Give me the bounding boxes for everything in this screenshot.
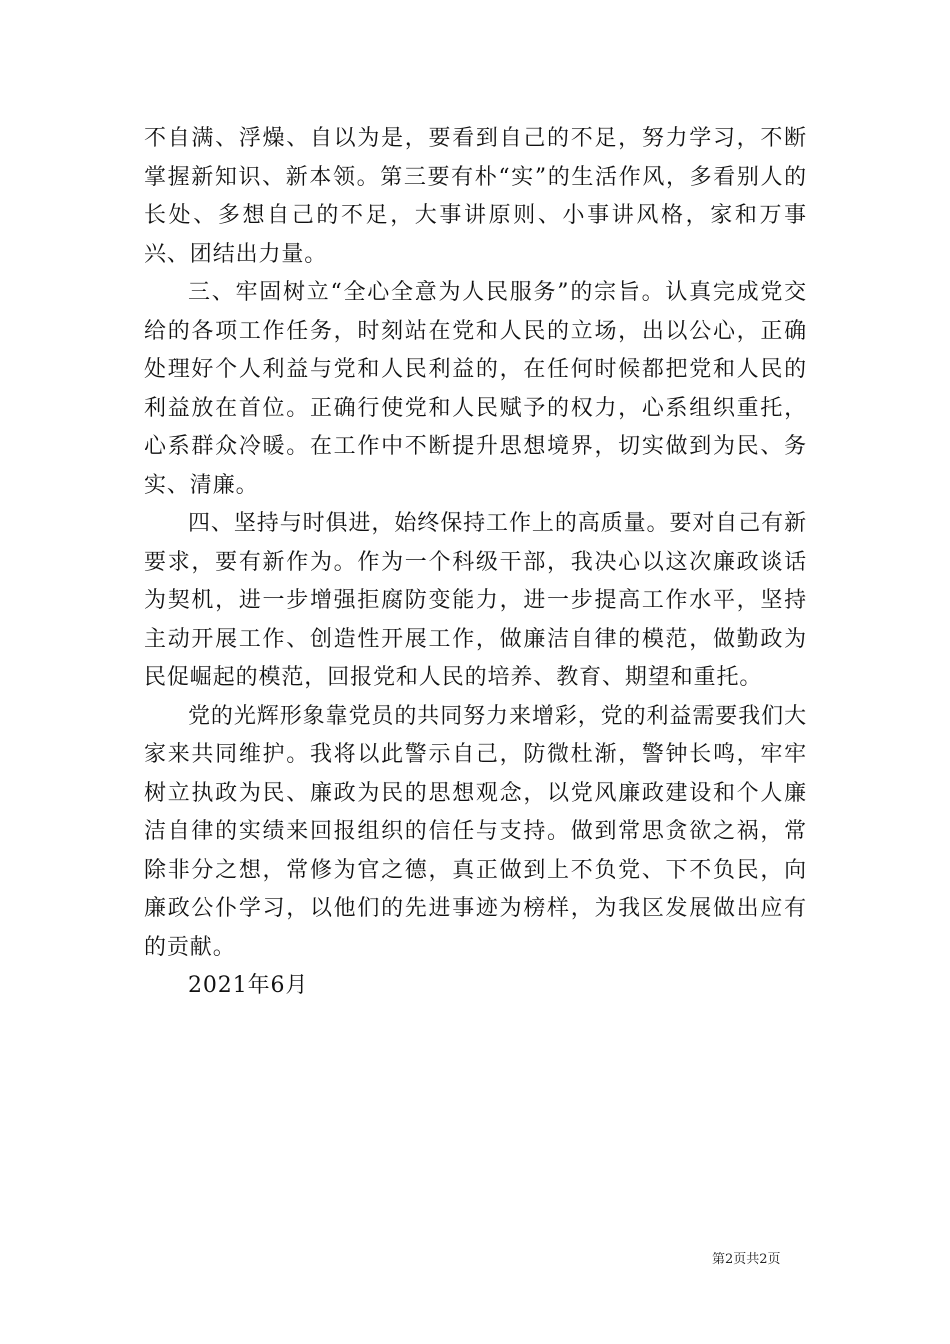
paragraph-section-three: 三、牢固树立“全心全意为人民服务”的宗旨。认真完成党交给的各项工作任务，时刻站在党和人民的立场，出以公心，正确处理好个人利益与党和人民利益的，在任何时候都把党和人民的利益放在首位。正确行使党和人民赋予的权力，心系组织重托，心系群众冷暖。在工作中不断提升思想境界，切实做到为民、务实、清廉。	[144, 280, 807, 498]
document-body	[144, 120, 807, 1006]
page-number-footer: 第2页共2页	[712, 1252, 781, 1267]
paragraph-conclusion: 党的光辉形象靠党员的共同努力来增彩，党的利益需要我们大家来共同维护。我将以此警示自己，防微杜渐，警钟长鸣，牢牢树立执政为民、廉政为民的思想观念，以党风廉政建设和个人廉洁自律的实绩来回报组织的信任与支持。做到常思贪欲之祸，常除非分之想，常修为官之德，真正做到上不负党、下不负民，向廉政公仆学习，以他们的先进事迹为榜样，为我区发展做出应有的贡献。	[144, 703, 807, 960]
paragraph-section-four: 四、坚持与时俱进，始终保持工作上的高质量。要对自己有新要求，要有新作为。作为一个科级干部，我决心以这次廉政谈话为契机，进一步增强拒腐防变能力，进一步提高工作水平，坚持主动开展工作、创造性开展工作，做廉洁自律的模范，做勤政为民促崛起的模范，回报党和人民的培养、教育、期望和重托。	[144, 511, 807, 690]
document-date: 2021年6月	[188, 973, 309, 998]
paragraph-continuation: 不自满、浮燥、自以为是，要看到自己的不足，努力学习，不断掌握新知识、新本领。第三要有朴“实”的生活作风，多看别人的长处、多想自己的不足，大事讲原则、小事讲风格，家和万事兴、团结出力量。	[144, 126, 807, 267]
